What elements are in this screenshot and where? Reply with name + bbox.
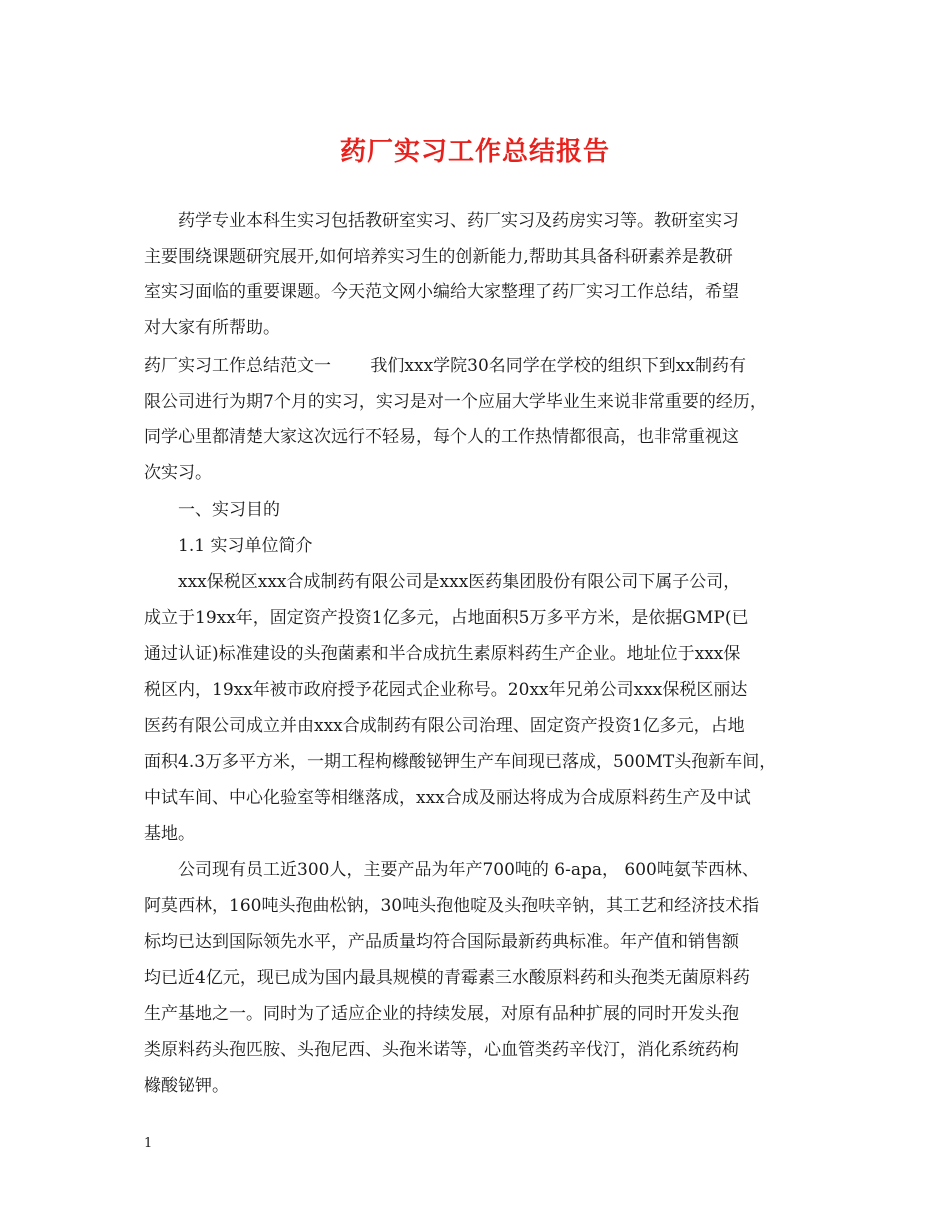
paragraph-line: 均已近4亿元，现已成为国内最具规模的青霉素三水酸原料药和头孢类无菌原料药 <box>144 968 750 988</box>
paragraph-line: 药学专业本科生实习包括教研室实习、药厂实习及药房实习等。教研室实习 <box>178 211 739 231</box>
paragraph-line: xxx保税区xxx合成制药有限公司是xxx医药集团股份有限公司下属子公司， <box>178 572 741 592</box>
paragraph-line: 次实习。 <box>144 463 212 483</box>
paragraph-line: 面积4.3万多平方米，一期工程枸橼酸铋钾生产车间现已落成，500MT头孢新车间， <box>144 752 777 772</box>
paragraph-line: 阿莫西林，160吨头孢曲松钠，30吨头孢他啶及头孢呋辛钠，其工艺和经济技术指 <box>144 896 760 916</box>
paragraph-line: 对大家有所帮助。 <box>144 318 280 338</box>
paragraph-line: 主要围绕课题研究展开,如何培养实习生的创新能力,帮助其具备科研素养是教研 <box>144 247 733 267</box>
paragraph-line: 标均已达到国际领先水平，产品质量均符合国际最新药典标准。年产值和销售额 <box>144 932 739 952</box>
paragraph-line: 橼酸铋钾。 <box>144 1076 229 1096</box>
paragraph-line: 生产基地之一。同时为了适应企业的持续发展，对原有品种扩展的同时开发头孢 <box>144 1004 739 1024</box>
paragraph-line: 药厂实习工作总结范文一 我们xxx学院30名同学在学校的组织下到xx制药有 <box>144 356 746 376</box>
paragraph-line: 同学心里都清楚大家这次远行不轻易，每个人的工作热情都很高，也非常重视这 <box>144 427 739 447</box>
paragraph-line: 基地。 <box>144 824 195 844</box>
page-number: 1 <box>144 1136 153 1151</box>
paragraph-line: 限公司进行为期7个月的实习，实习是对一个应届大学毕业生来说非常重要的经历， <box>144 392 767 412</box>
paragraph-line: 室实习面临的重要课题。今天范文网小编给大家整理了药厂实习工作总结，希望 <box>144 282 739 302</box>
paragraph-line: 税区内，19xx年被市政府授予花园式企业称号。20xx年兄弟公司xxx保税区丽达 <box>144 680 748 700</box>
paragraph-line: 通过认证)标准建设的头孢菌素和半合成抗生素原料药生产企业。地址位于xxx保 <box>144 644 741 664</box>
paragraph-line: 公司现有员工近300人，主要产品为年产700吨的 6-apa， 600吨氨苄西林、 <box>178 860 759 880</box>
subsection-heading: 1.1 实习单位简介 <box>178 536 313 556</box>
paragraph-line: 成立于19xx年，固定资产投资1亿多元，占地面积5万多平方米，是依据GMP(已 <box>144 608 749 628</box>
document-title: 药厂实习工作总结报告 <box>339 137 610 167</box>
paragraph-line: 中试车间、中心化验室等相继落成，xxx合成及丽达将成为合成原料药生产及中试 <box>144 788 751 808</box>
section-heading: 一、实习目的 <box>178 500 280 520</box>
paragraph-line: 类原料药头孢匹胺、头孢尼西、头孢米诺等，心血管类药辛伐汀，消化系统药枸 <box>144 1040 739 1060</box>
paragraph-line: 医药有限公司成立并由xxx合成制药有限公司治理、固定资产投资1亿多元，占地 <box>144 716 745 736</box>
